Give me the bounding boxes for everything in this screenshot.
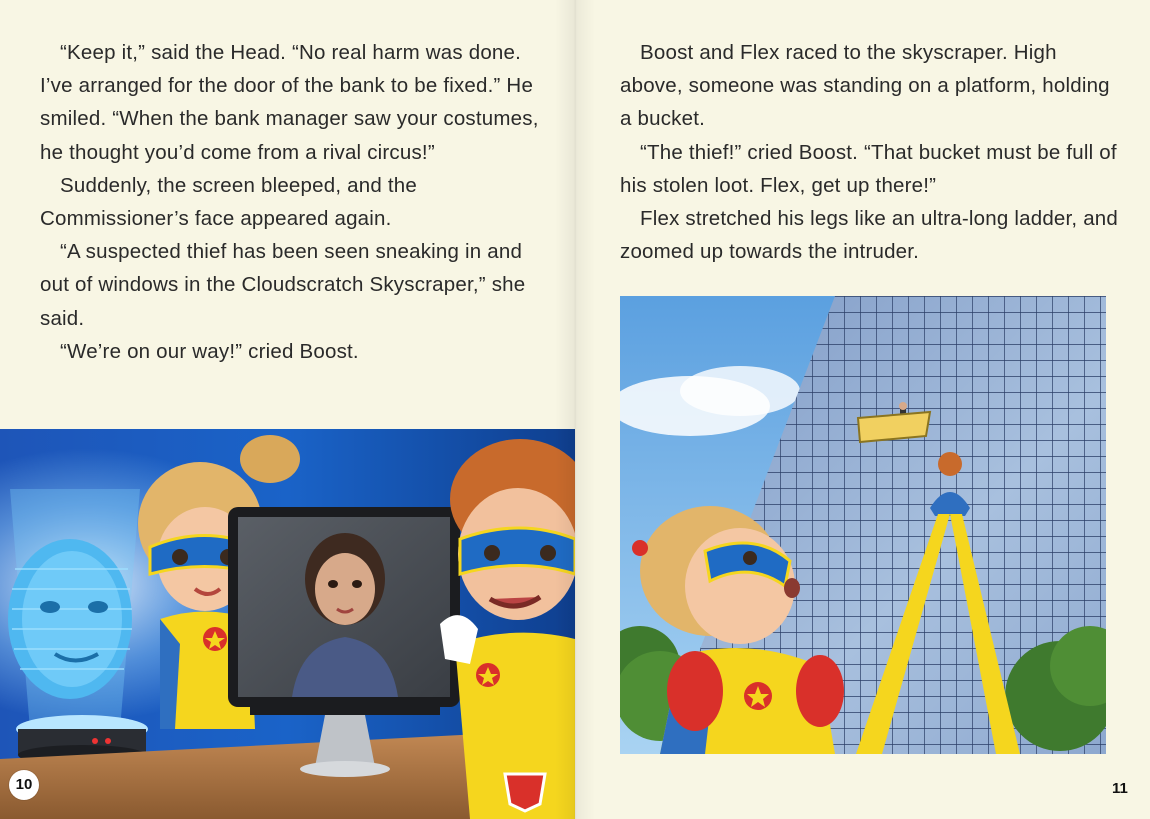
page-number-left: 10 [9,770,39,800]
left-paragraph-4: “We’re on our way!” cried Boost. [60,339,359,363]
left-page-text [40,36,540,368]
left-paragraph-2: Suddenly, the screen bleeped, and the Commissioner’s face appeared again. [40,173,417,231]
left-paragraph-1: “Keep it,” said the Head. “No real harm was done. I’ve arranged for the door of the bank to be fixed.” He smiled. “When the bank manager saw your costumes, he thought you’d come from a rival circus!” [40,41,539,164]
right-paragraph-2: “The thief!” cried Boost. “That bucket must be full of his stolen loot. Flex, get up there!” [620,140,1117,197]
right-page-text [620,36,1120,268]
right-page [575,0,1150,819]
illustration-skyscraper [620,296,1106,754]
right-paragraph-1: Boost and Flex raced to the skyscraper. High above, someone was standing on a platform, holding a bucket. [620,41,1110,131]
illustration-hologram-and-monitor [0,429,575,819]
hologram-head [8,539,132,699]
left-paragraph-3: “A suspected thief has been seen sneaking in and out of windows in the Cloudscratch Skyscraper,” she said. [40,240,526,330]
right-paragraph-3: Flex stretched his legs like an ultra-long ladder, and zoomed up towards the intruder. [620,207,1119,264]
page-number-right: 11 [1112,780,1128,797]
